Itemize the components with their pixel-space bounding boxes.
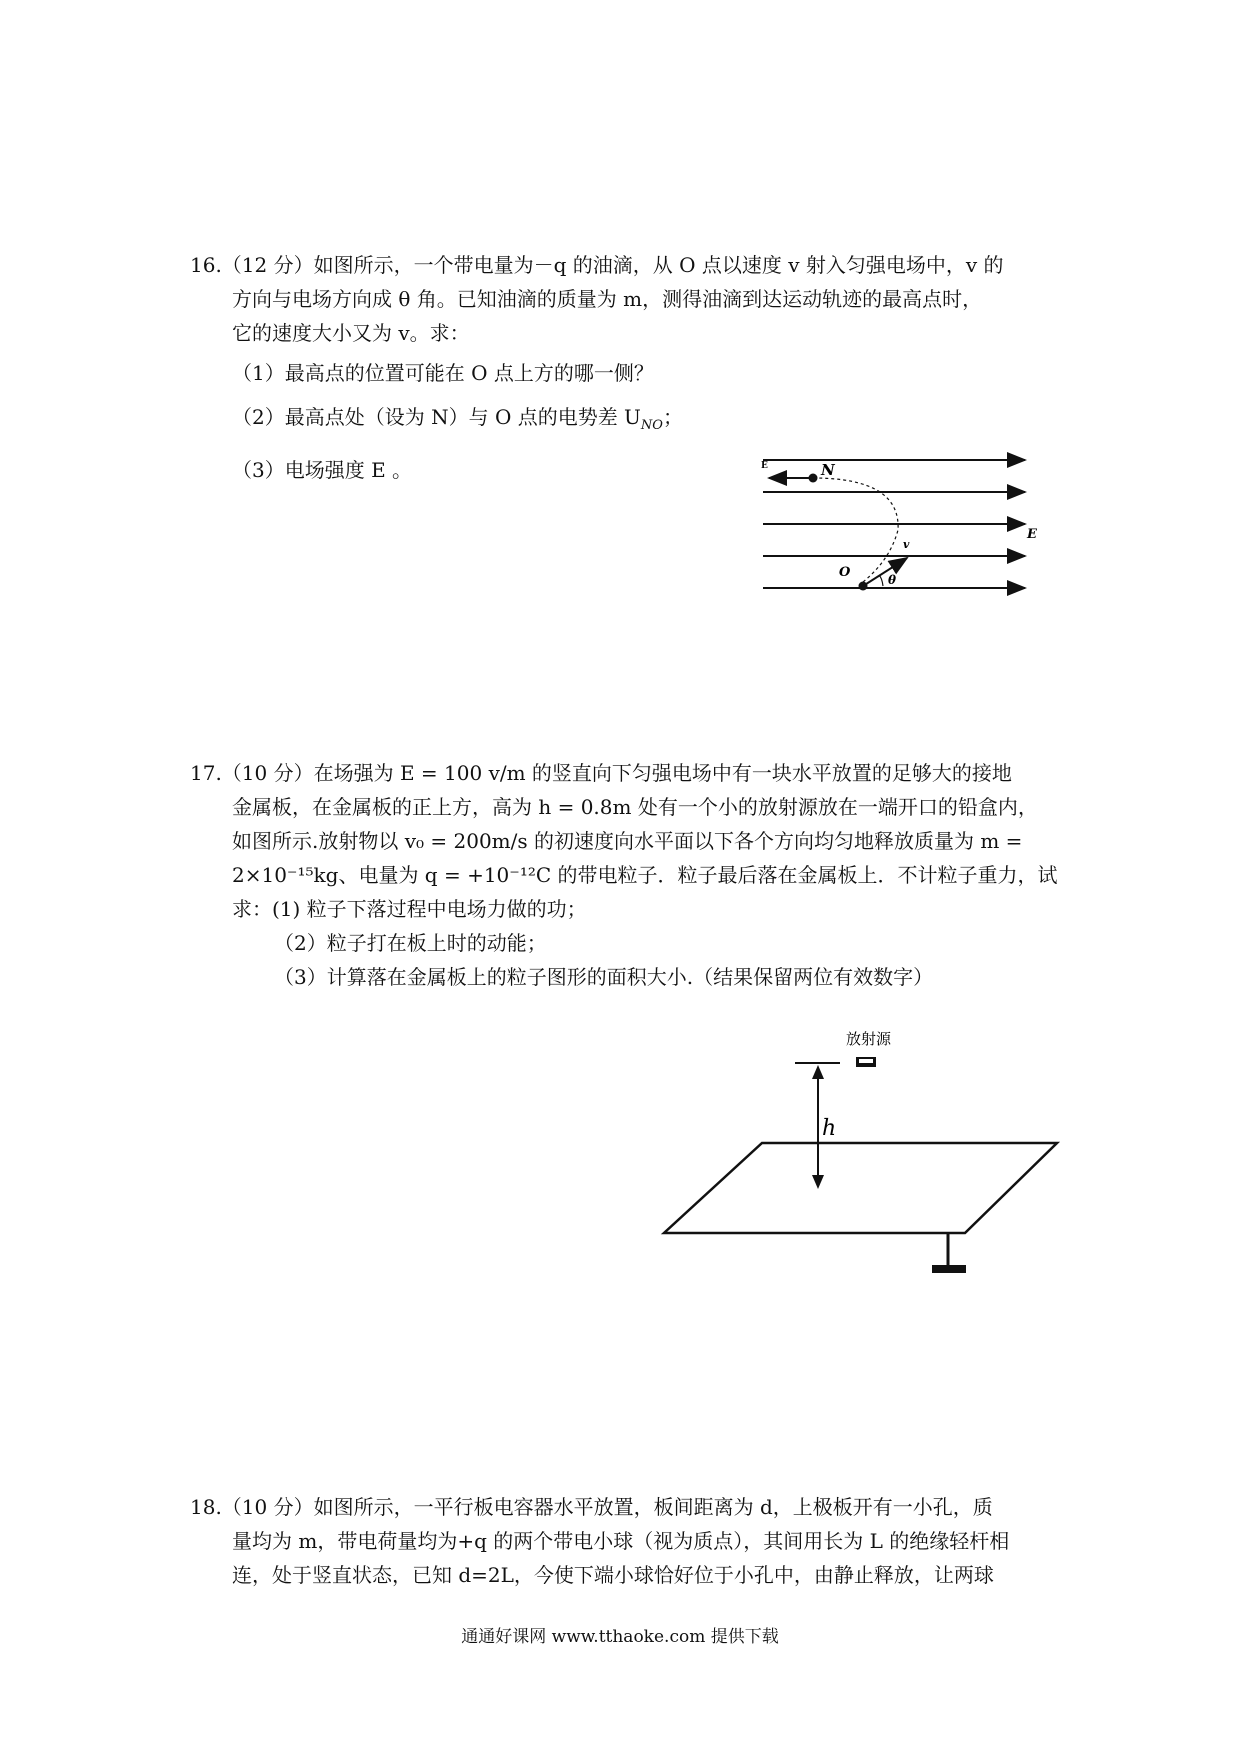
q17-line-4: 2×10⁻¹⁵kg、电量为 q = +10⁻¹²C 的带电粒子．粒子最后落在金属板上．不计粒子重力，试 [232,863,1058,887]
q16-line-3: 它的速度大小又为 v。求： [232,321,470,345]
q17-figure [660,1025,1070,1285]
ground-symbol [932,1265,966,1273]
velocity-at-o-arrow [863,558,907,586]
q17-sub-3: （3）计算落在金属板上的粒子图形的面积大小.（结果保留两位有效数字） [274,965,934,989]
trajectory-curve [813,478,898,582]
q16-sub-2-subscript: NO [640,418,663,433]
q16-sub-2 [190,400,1060,443]
q17-line-5: 求：(1) 粒子下落过程中电场力做的功； [232,897,587,921]
q18-line-1: 18.（10 分）如图所示，一平行板电容器水平放置，板间距离为 d，上极板开有一小孔，质 [190,1495,993,1519]
lead-box-opening [859,1059,873,1063]
page-footer: 通通好课网 www.tthaoke.com 提供下载 [461,1627,779,1647]
label-h: h [822,1116,837,1141]
label-n: N [821,461,835,479]
q17-sub-2: （2）粒子打在板上时的动能； [274,931,547,955]
label-radiation-source: 放射源 [846,1030,892,1048]
height-arrow-bottom [812,1175,824,1189]
q18-line-3: 连，处于竖直状态，已知 d=2L，今使下端小球恰好位于小孔中，由静止释放，让两球 [232,1563,994,1587]
q17-line-1: 17.（10 分）在场强为 E = 100 v/m 的竖直向下匀强电场中有一块水平放置的足够大的接地 [190,761,1012,785]
q17-line-2: 金属板，在金属板的正上方，高为 h = 0.8m 处有一个小的放射源放在一端开口的铅盒内， [232,795,1038,819]
theta-arc [879,575,883,586]
question-18 [190,1490,1060,1592]
label-e-left: E [761,461,768,471]
q17-line-3: 如图所示.放射物以 v₀ = 200m/s 的初速度向水平面以下各个方向均匀地释放质量为 m = [232,829,1023,853]
label-theta: θ [888,573,897,587]
q16-line-2: 方向与电场方向成 θ 角。已知油滴的质量为 m，测得油滴到达运动轨迹的最高点时， [232,287,983,311]
metal-plate [664,1143,1057,1233]
height-arrow-top [812,1065,824,1079]
label-v: v [903,538,910,551]
label-e-right: E [1027,527,1037,542]
q18-line-2: 量均为 m，带电荷量均为+q 的两个带电小球（视为质点），其间用长为 L 的绝缘轻杆相 [232,1529,1010,1553]
q16-sub-3: （3）电场强度 E 。 [232,458,413,482]
q16-sub-2-tail: ； [662,405,683,429]
q16-line-1: 16.（12 分）如图所示，一个带电量为－q 的油滴，从 O 点以速度 v 射入匀强电场中，v 的 [190,253,1004,277]
q16-sub-2-text: （2）最高点处（设为 N）与 O 点的电势差 U [232,405,641,429]
q16-figure [755,448,1055,608]
label-o: O [839,565,851,580]
question-17 [190,756,1060,994]
q16-sub-1: （1）最高点的位置可能在 O 点上方的哪一侧？ [232,361,654,385]
